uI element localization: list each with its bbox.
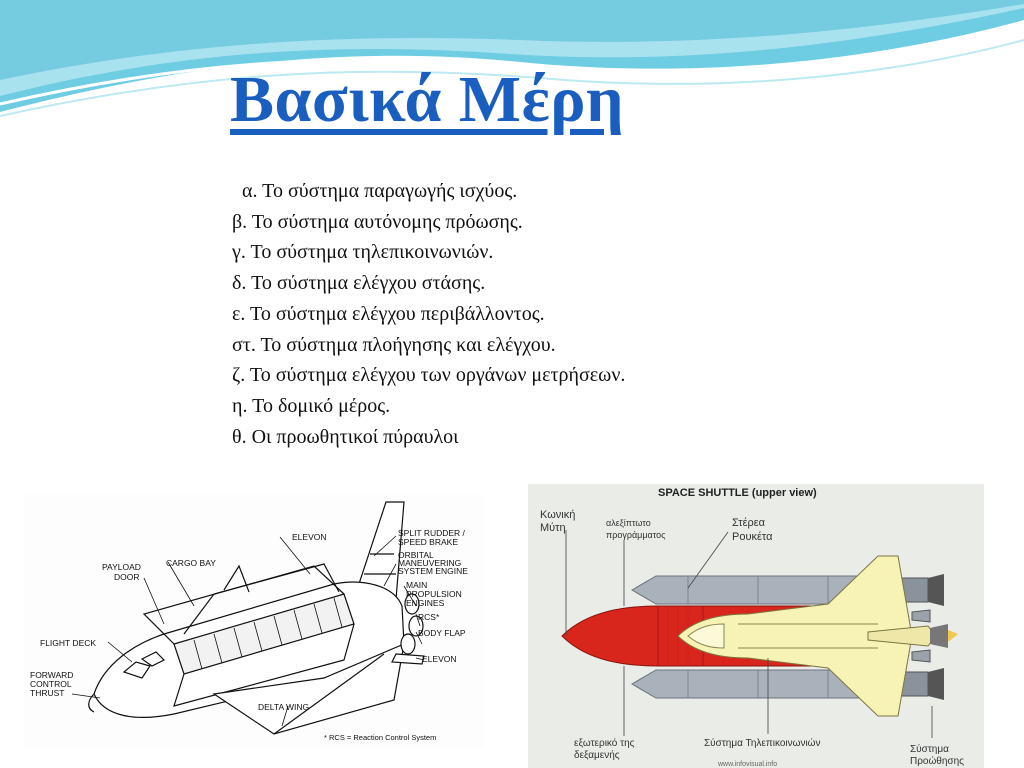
list-item: α. Το σύστημα παραγωγής ισχύος. xyxy=(242,180,518,202)
label-payload-door-1: PAYLOAD xyxy=(102,562,141,572)
slide-title: Βασικά Μέρη xyxy=(230,63,625,136)
label-nose-2: Μύτη xyxy=(540,522,566,534)
label-oms-2: MANEUVERING xyxy=(398,558,462,568)
label-elevon-bottom: ELEVON xyxy=(422,654,457,664)
label-telecom: Σύστημα Τηλεπικοινωνιών xyxy=(704,738,821,749)
label-main-3: ENGINES xyxy=(406,598,445,608)
list-item: ε. Το σύστημα ελέγχου περιβάλλοντος. xyxy=(232,302,545,325)
label-rcs: RCS* xyxy=(418,612,440,622)
label-forward-2: CONTROL xyxy=(30,679,72,689)
diagram-heading: SPACE SHUTTLE (upper view) xyxy=(658,487,817,499)
label-body-flap: BODY FLAP xyxy=(418,628,466,638)
list-item: β. Το σύστημα αυτόνομης πρόωσης. xyxy=(232,210,523,233)
list-item: γ. Το σύστημα τηλεπικοινωνιών. xyxy=(232,241,494,264)
orbiter-cutaway-diagram xyxy=(24,494,484,748)
label-speed-brake: SPEED BRAKE xyxy=(398,537,458,547)
parts-list xyxy=(232,176,625,452)
label-elevon-top: ELEVON xyxy=(292,532,327,542)
label-tank-2: προγράμματος xyxy=(606,530,666,540)
label-payload-door-2: DOOR xyxy=(114,572,140,582)
label-srb-2: Ρουκέτα xyxy=(732,531,773,543)
label-main-2: PROPULSION xyxy=(406,589,462,599)
label-propulsion-2: Προώθησης xyxy=(910,756,964,767)
label-forward-1: FORWARD xyxy=(30,670,74,680)
list-item: στ. Το σύστημα πλοήγησης και ελέγχου. xyxy=(232,333,556,356)
space-shuttle-upper-view-diagram xyxy=(528,484,984,768)
label-external-2: δεξαμενής xyxy=(574,750,620,761)
label-srb-1: Στέρεα xyxy=(732,517,766,529)
list-item: δ. Το σύστημα ελέγχου στάσης. xyxy=(232,272,486,295)
list-item: η. Το δομικό μέρος. xyxy=(232,394,391,417)
label-tank-1: αλεξίπτωτο xyxy=(606,518,651,528)
label-external-1: εξωτερικό της xyxy=(574,738,635,749)
label-nose-1: Κωνική xyxy=(540,509,576,521)
label-footnote: * RCS = Reaction Control System xyxy=(324,733,437,742)
label-propulsion-1: Σύστημα xyxy=(910,744,949,755)
orbiter-drawing xyxy=(89,502,424,734)
list-item: θ. Οι προωθητικοί πύραυλοι xyxy=(232,425,459,448)
label-flight-deck: FLIGHT DECK xyxy=(40,638,97,648)
label-delta-wing: DELTA WING xyxy=(258,702,310,712)
label-oms-1: ORBITAL xyxy=(398,550,434,560)
label-split-rudder: SPLIT RUDDER / xyxy=(398,528,465,538)
label-credit: www.infovisual.info xyxy=(718,761,778,768)
list-item: ζ. Το σύστημα ελέγχου των οργάνων μετρήσεων. xyxy=(232,364,626,387)
label-main-1: MAIN xyxy=(406,580,428,590)
label-forward-3: THRUST xyxy=(30,688,65,698)
label-oms-3: SYSTEM ENGINE xyxy=(398,566,468,576)
label-cargo-bay: CARGO BAY xyxy=(166,558,216,568)
